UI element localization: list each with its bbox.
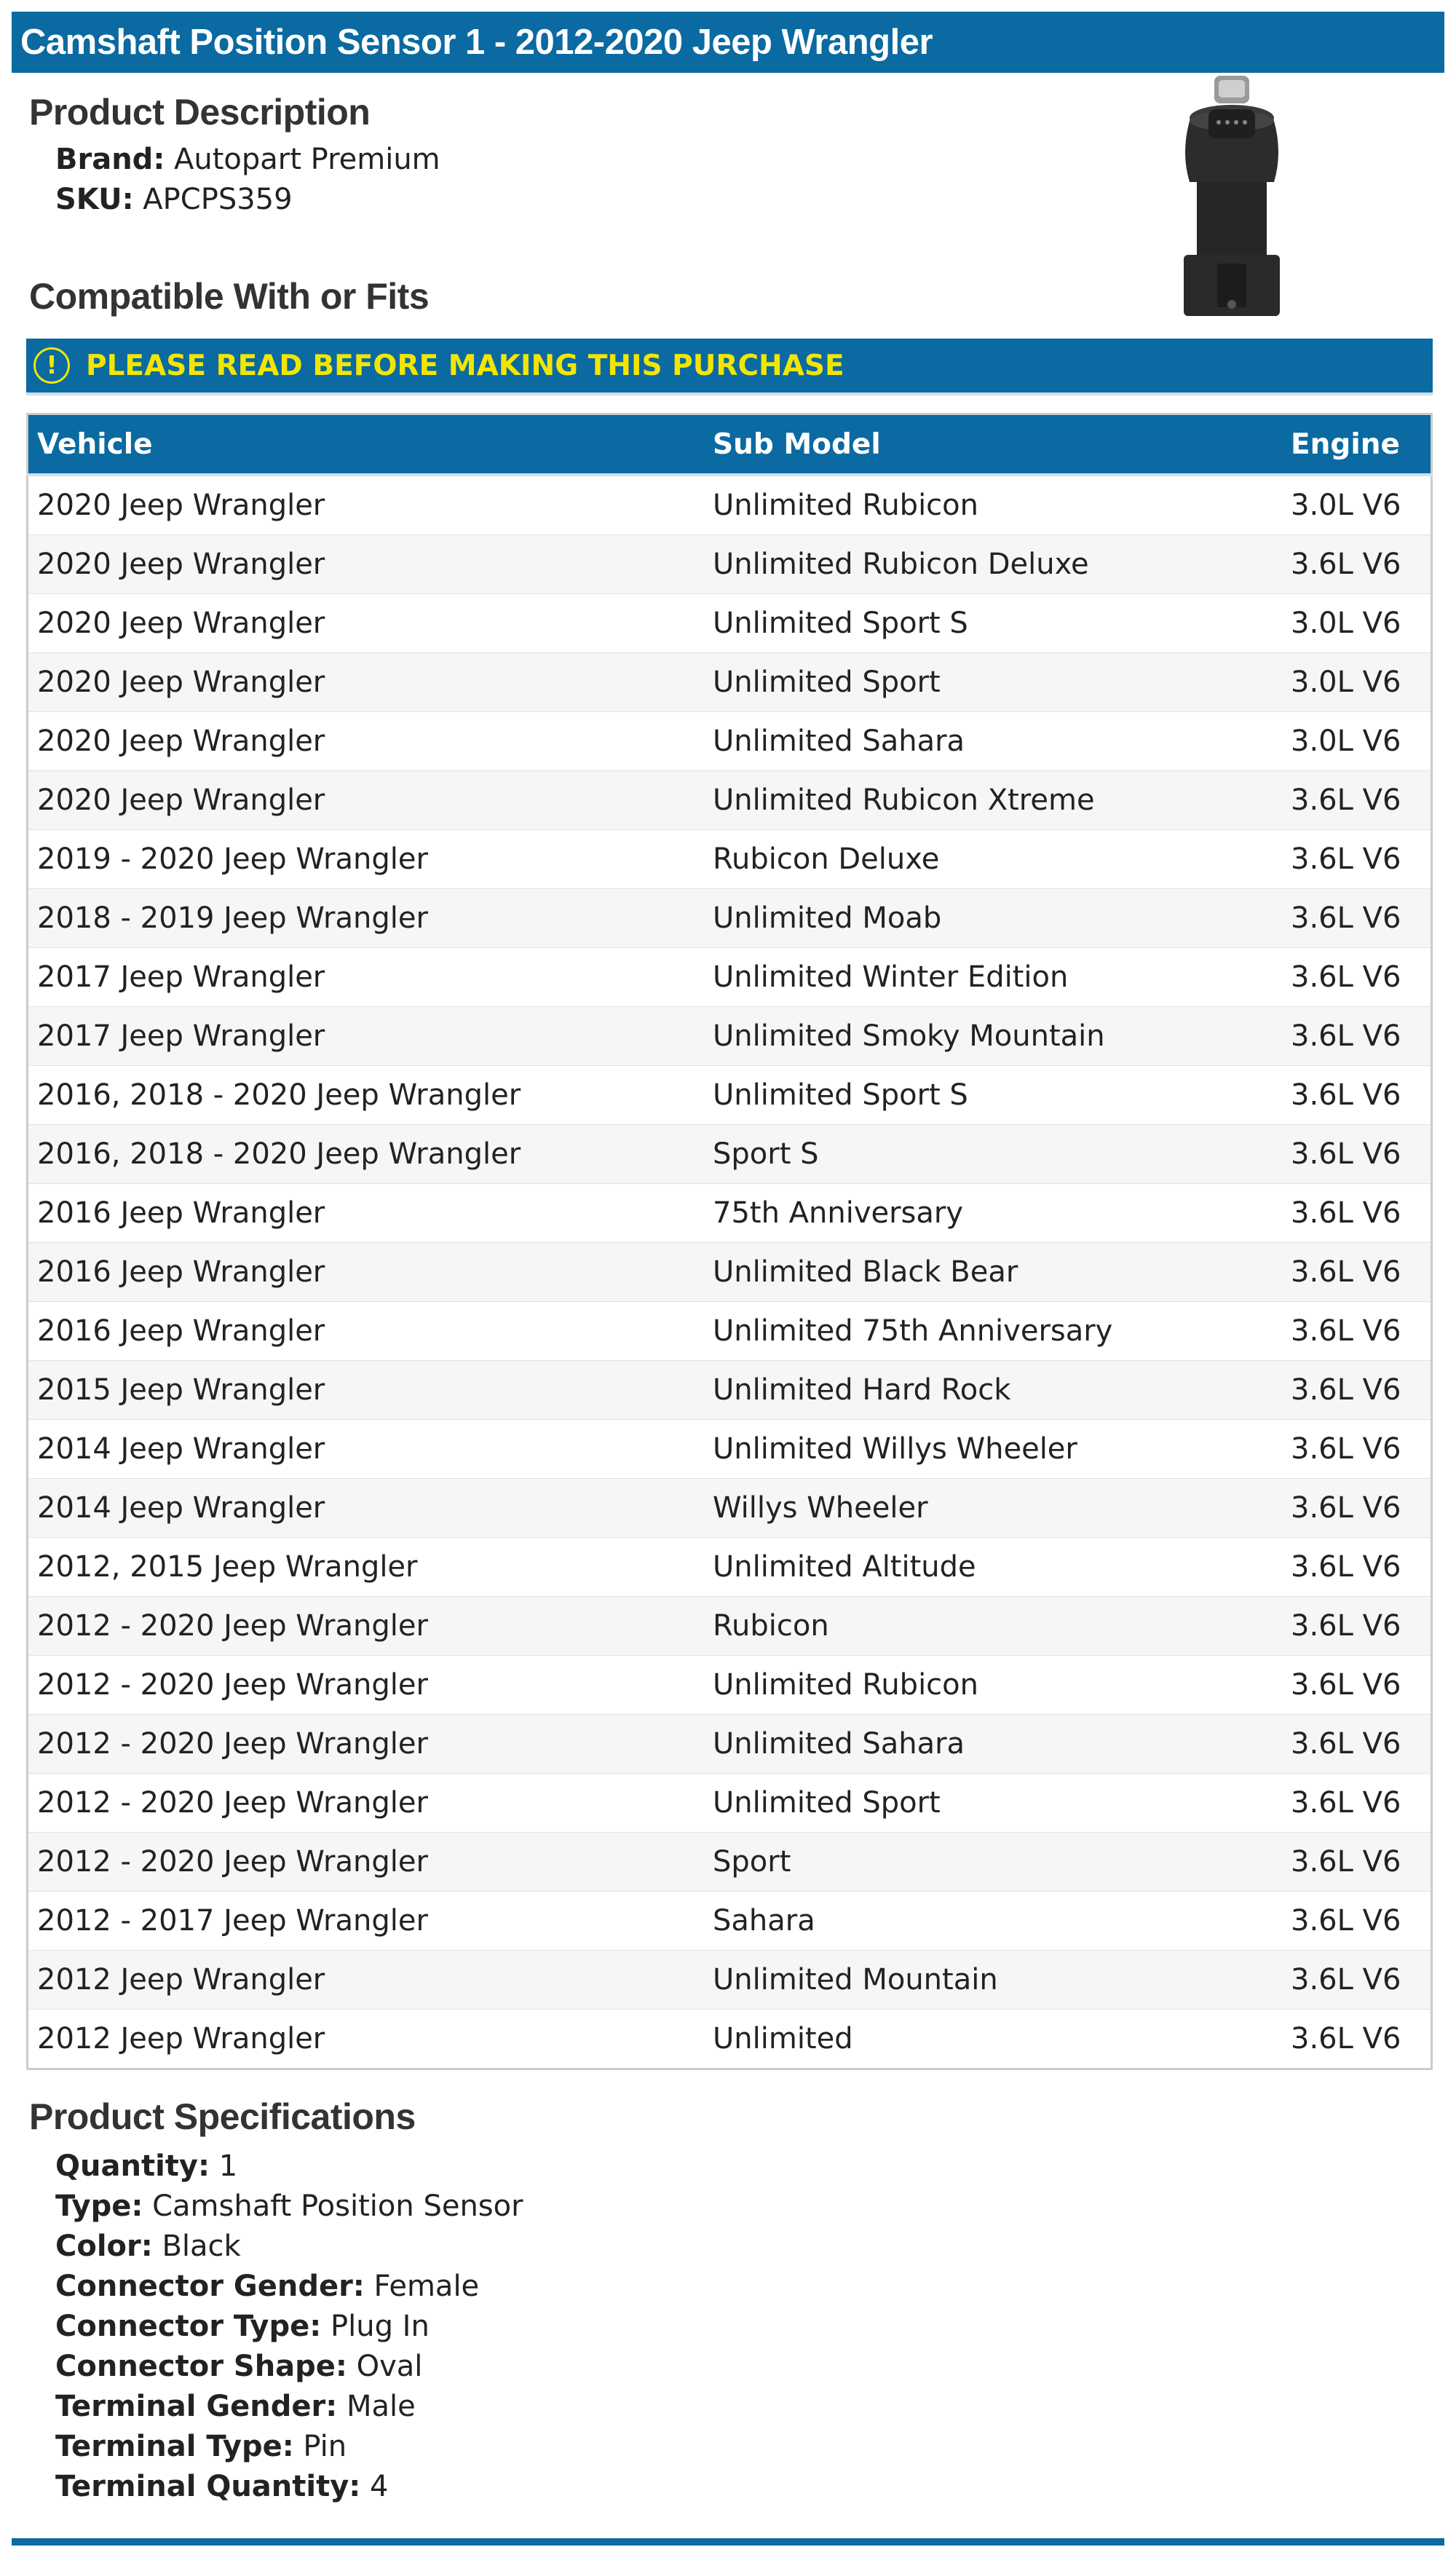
sub-model-cell: Sport (704, 1833, 1282, 1892)
spec-value: Camshaft Position Sensor (152, 2189, 523, 2223)
spec-item (55, 2467, 523, 2507)
table-row (28, 1951, 1432, 2010)
table-row (28, 535, 1432, 594)
spec-value: Plug In (330, 2310, 430, 2343)
spec-value: Black (162, 2230, 241, 2263)
engine-cell: 3.6L V6 (1282, 1479, 1432, 1538)
sub-model-cell: Unlimited Rubicon (704, 475, 1282, 535)
engine-cell: 3.6L V6 (1282, 1007, 1432, 1066)
vehicle-cell: 2020 Jeep Wrangler (28, 653, 705, 712)
engine-cell: 3.6L V6 (1282, 948, 1432, 1007)
table-row (28, 712, 1432, 771)
vehicle-cell: 2020 Jeep Wrangler (28, 475, 705, 535)
table-row (28, 1538, 1432, 1597)
sub-model-cell: Unlimited Altitude (704, 1538, 1282, 1597)
sub-model-cell: Sport S (704, 1125, 1282, 1184)
engine-cell: 3.0L V6 (1282, 712, 1432, 771)
engine-cell: 3.6L V6 (1282, 771, 1432, 830)
spec-label: Terminal Type: (55, 2430, 294, 2463)
sub-model-cell: Unlimited Rubicon (704, 1656, 1282, 1715)
table-row (28, 1007, 1432, 1066)
spec-item (55, 2387, 523, 2427)
sub-model-cell: Unlimited Moab (704, 889, 1282, 948)
vehicle-cell: 2020 Jeep Wrangler (28, 771, 705, 830)
engine-cell: 3.6L V6 (1282, 1125, 1432, 1184)
sub-model-cell: Unlimited Winter Edition (704, 948, 1282, 1007)
sub-model-cell: Unlimited Sport S (704, 594, 1282, 653)
spec-value: Male (346, 2390, 416, 2423)
spec-item (55, 2347, 523, 2387)
engine-cell: 3.6L V6 (1282, 1656, 1432, 1715)
compatibility-table (26, 413, 1433, 2070)
spec-value: Pin (303, 2430, 347, 2463)
vehicle-cell: 2012 - 2020 Jeep Wrangler (28, 1774, 705, 1833)
sub-model-cell: Unlimited (704, 2010, 1282, 2069)
sub-model-cell: Rubicon (704, 1597, 1282, 1656)
spec-item (55, 2227, 523, 2267)
engine-cell: 3.6L V6 (1282, 535, 1432, 594)
product-specifications-heading: Product Specifications (29, 2096, 416, 2137)
table-row (28, 1302, 1432, 1361)
sub-model-cell: Unlimited Sahara (704, 1715, 1282, 1774)
vehicle-cell: 2014 Jeep Wrangler (28, 1420, 705, 1479)
sku-line (55, 183, 293, 216)
vehicle-cell: 2012 - 2020 Jeep Wrangler (28, 1715, 705, 1774)
vehicle-cell: 2017 Jeep Wrangler (28, 1007, 705, 1066)
table-row (28, 1715, 1432, 1774)
sku-label: SKU: (55, 183, 134, 216)
product-image (1174, 73, 1290, 320)
table-row (28, 2010, 1432, 2069)
spec-value: 4 (370, 2470, 389, 2503)
engine-cell: 3.6L V6 (1282, 1833, 1432, 1892)
spec-label: Quantity: (55, 2149, 210, 2183)
specifications-list (55, 2147, 523, 2507)
table-row (28, 1774, 1432, 1833)
vehicle-cell: 2012 - 2020 Jeep Wrangler (28, 1656, 705, 1715)
table-row (28, 830, 1432, 889)
engine-cell: 3.0L V6 (1282, 653, 1432, 712)
table-row (28, 1243, 1432, 1302)
sub-model-cell: Unlimited Sport (704, 653, 1282, 712)
sub-model-cell: Unlimited Rubicon Deluxe (704, 535, 1282, 594)
engine-cell: 3.6L V6 (1282, 1066, 1432, 1125)
vehicle-column-header: Vehicle (28, 414, 705, 475)
sub-model-column-header: Sub Model (704, 414, 1282, 475)
table-row (28, 1597, 1432, 1656)
vehicle-cell: 2012, 2015 Jeep Wrangler (28, 1538, 705, 1597)
vehicle-cell: 2020 Jeep Wrangler (28, 535, 705, 594)
table-header-row (28, 414, 1432, 475)
vehicle-cell: 2017 Jeep Wrangler (28, 948, 705, 1007)
sub-model-cell: Unlimited Black Bear (704, 1243, 1282, 1302)
engine-cell: 3.6L V6 (1282, 889, 1432, 948)
vehicle-cell: 2016 Jeep Wrangler (28, 1184, 705, 1243)
engine-cell: 3.6L V6 (1282, 1951, 1432, 2010)
spec-label: Connector Type: (55, 2310, 322, 2343)
spec-item (55, 2187, 523, 2227)
table-row (28, 889, 1432, 948)
sku-value: APCPS359 (143, 183, 293, 216)
exclamation-circle-icon: ! (33, 347, 70, 384)
table-row (28, 1184, 1432, 1243)
spec-item (55, 2307, 523, 2347)
vehicle-cell: 2016 Jeep Wrangler (28, 1302, 705, 1361)
compatibility-table-body (28, 475, 1432, 2069)
engine-cell: 3.6L V6 (1282, 2010, 1432, 2069)
page-title: Camshaft Position Sensor 1 - 2012-2020 Jeep Wrangler (12, 12, 1444, 73)
engine-cell: 3.6L V6 (1282, 830, 1432, 889)
sub-model-cell: Unlimited Willys Wheeler (704, 1420, 1282, 1479)
table-row (28, 1066, 1432, 1125)
engine-cell: 3.0L V6 (1282, 594, 1432, 653)
warning-text: PLEASE READ BEFORE MAKING THIS PURCHASE (86, 350, 844, 382)
table-row (28, 1125, 1432, 1184)
sub-model-cell: Sahara (704, 1892, 1282, 1951)
vehicle-cell: 2012 - 2017 Jeep Wrangler (28, 1892, 705, 1951)
spec-item (55, 2267, 523, 2307)
product-description-heading: Product Description (29, 92, 371, 133)
vehicle-cell: 2012 Jeep Wrangler (28, 2010, 705, 2069)
engine-cell: 3.6L V6 (1282, 1774, 1432, 1833)
sub-model-cell: Unlimited 75th Anniversary (704, 1302, 1282, 1361)
sub-model-cell: Unlimited Hard Rock (704, 1361, 1282, 1420)
spec-value: 1 (218, 2149, 238, 2183)
engine-column-header: Engine (1282, 414, 1432, 475)
table-row (28, 1892, 1432, 1951)
sub-model-cell: Rubicon Deluxe (704, 830, 1282, 889)
engine-cell: 3.6L V6 (1282, 1243, 1432, 1302)
engine-cell: 3.6L V6 (1282, 1715, 1432, 1774)
vehicle-cell: 2012 Jeep Wrangler (28, 1951, 705, 2010)
vehicle-cell: 2014 Jeep Wrangler (28, 1479, 705, 1538)
vehicle-cell: 2016 Jeep Wrangler (28, 1243, 705, 1302)
sub-model-cell: Unlimited Sahara (704, 712, 1282, 771)
sub-model-cell: Unlimited Rubicon Xtreme (704, 771, 1282, 830)
table-row (28, 594, 1432, 653)
table-row (28, 653, 1432, 712)
table-row (28, 948, 1432, 1007)
vehicle-cell: 2015 Jeep Wrangler (28, 1361, 705, 1420)
engine-cell: 3.0L V6 (1282, 475, 1432, 535)
vehicle-cell: 2012 - 2020 Jeep Wrangler (28, 1597, 705, 1656)
engine-cell: 3.6L V6 (1282, 1302, 1432, 1361)
table-row (28, 1361, 1432, 1420)
sub-model-cell: Unlimited Smoky Mountain (704, 1007, 1282, 1066)
purchase-warning-banner (26, 339, 1433, 395)
sub-model-cell: Willys Wheeler (704, 1479, 1282, 1538)
engine-cell: 3.6L V6 (1282, 1361, 1432, 1420)
engine-cell: 3.6L V6 (1282, 1892, 1432, 1951)
table-row (28, 771, 1432, 830)
spec-label: Color: (55, 2230, 153, 2263)
spec-label: Connector Gender: (55, 2270, 365, 2303)
vehicle-cell: 2012 - 2020 Jeep Wrangler (28, 1833, 705, 1892)
spec-item (55, 2427, 523, 2467)
table-row (28, 1656, 1432, 1715)
spec-value: Female (373, 2270, 480, 2303)
table-row (28, 1420, 1432, 1479)
bottom-divider (12, 2538, 1444, 2546)
brand-line (55, 143, 440, 176)
vehicle-cell: 2016, 2018 - 2020 Jeep Wrangler (28, 1125, 705, 1184)
vehicle-cell: 2016, 2018 - 2020 Jeep Wrangler (28, 1066, 705, 1125)
sub-model-cell: Unlimited Mountain (704, 1951, 1282, 2010)
brand-label: Brand: (55, 143, 165, 176)
vehicle-cell: 2020 Jeep Wrangler (28, 712, 705, 771)
engine-cell: 3.6L V6 (1282, 1597, 1432, 1656)
engine-cell: 3.6L V6 (1282, 1538, 1432, 1597)
engine-cell: 3.6L V6 (1282, 1184, 1432, 1243)
vehicle-cell: 2018 - 2019 Jeep Wrangler (28, 889, 705, 948)
vehicle-cell: 2019 - 2020 Jeep Wrangler (28, 830, 705, 889)
spec-label: Type: (55, 2189, 143, 2223)
spec-label: Terminal Gender: (55, 2390, 338, 2423)
spec-label: Connector Shape: (55, 2350, 347, 2383)
table-row (28, 1833, 1432, 1892)
sub-model-cell: Unlimited Sport (704, 1774, 1282, 1833)
spec-label: Terminal Quantity: (55, 2470, 361, 2503)
spec-item (55, 2147, 523, 2187)
brand-value: Autopart Premium (174, 143, 440, 176)
vehicle-cell: 2020 Jeep Wrangler (28, 594, 705, 653)
compatibility-heading: Compatible With or Fits (29, 276, 430, 317)
spec-value: Oval (356, 2350, 423, 2383)
sub-model-cell: Unlimited Sport S (704, 1066, 1282, 1125)
engine-cell: 3.6L V6 (1282, 1420, 1432, 1479)
table-row (28, 475, 1432, 535)
sub-model-cell: 75th Anniversary (704, 1184, 1282, 1243)
table-row (28, 1479, 1432, 1538)
